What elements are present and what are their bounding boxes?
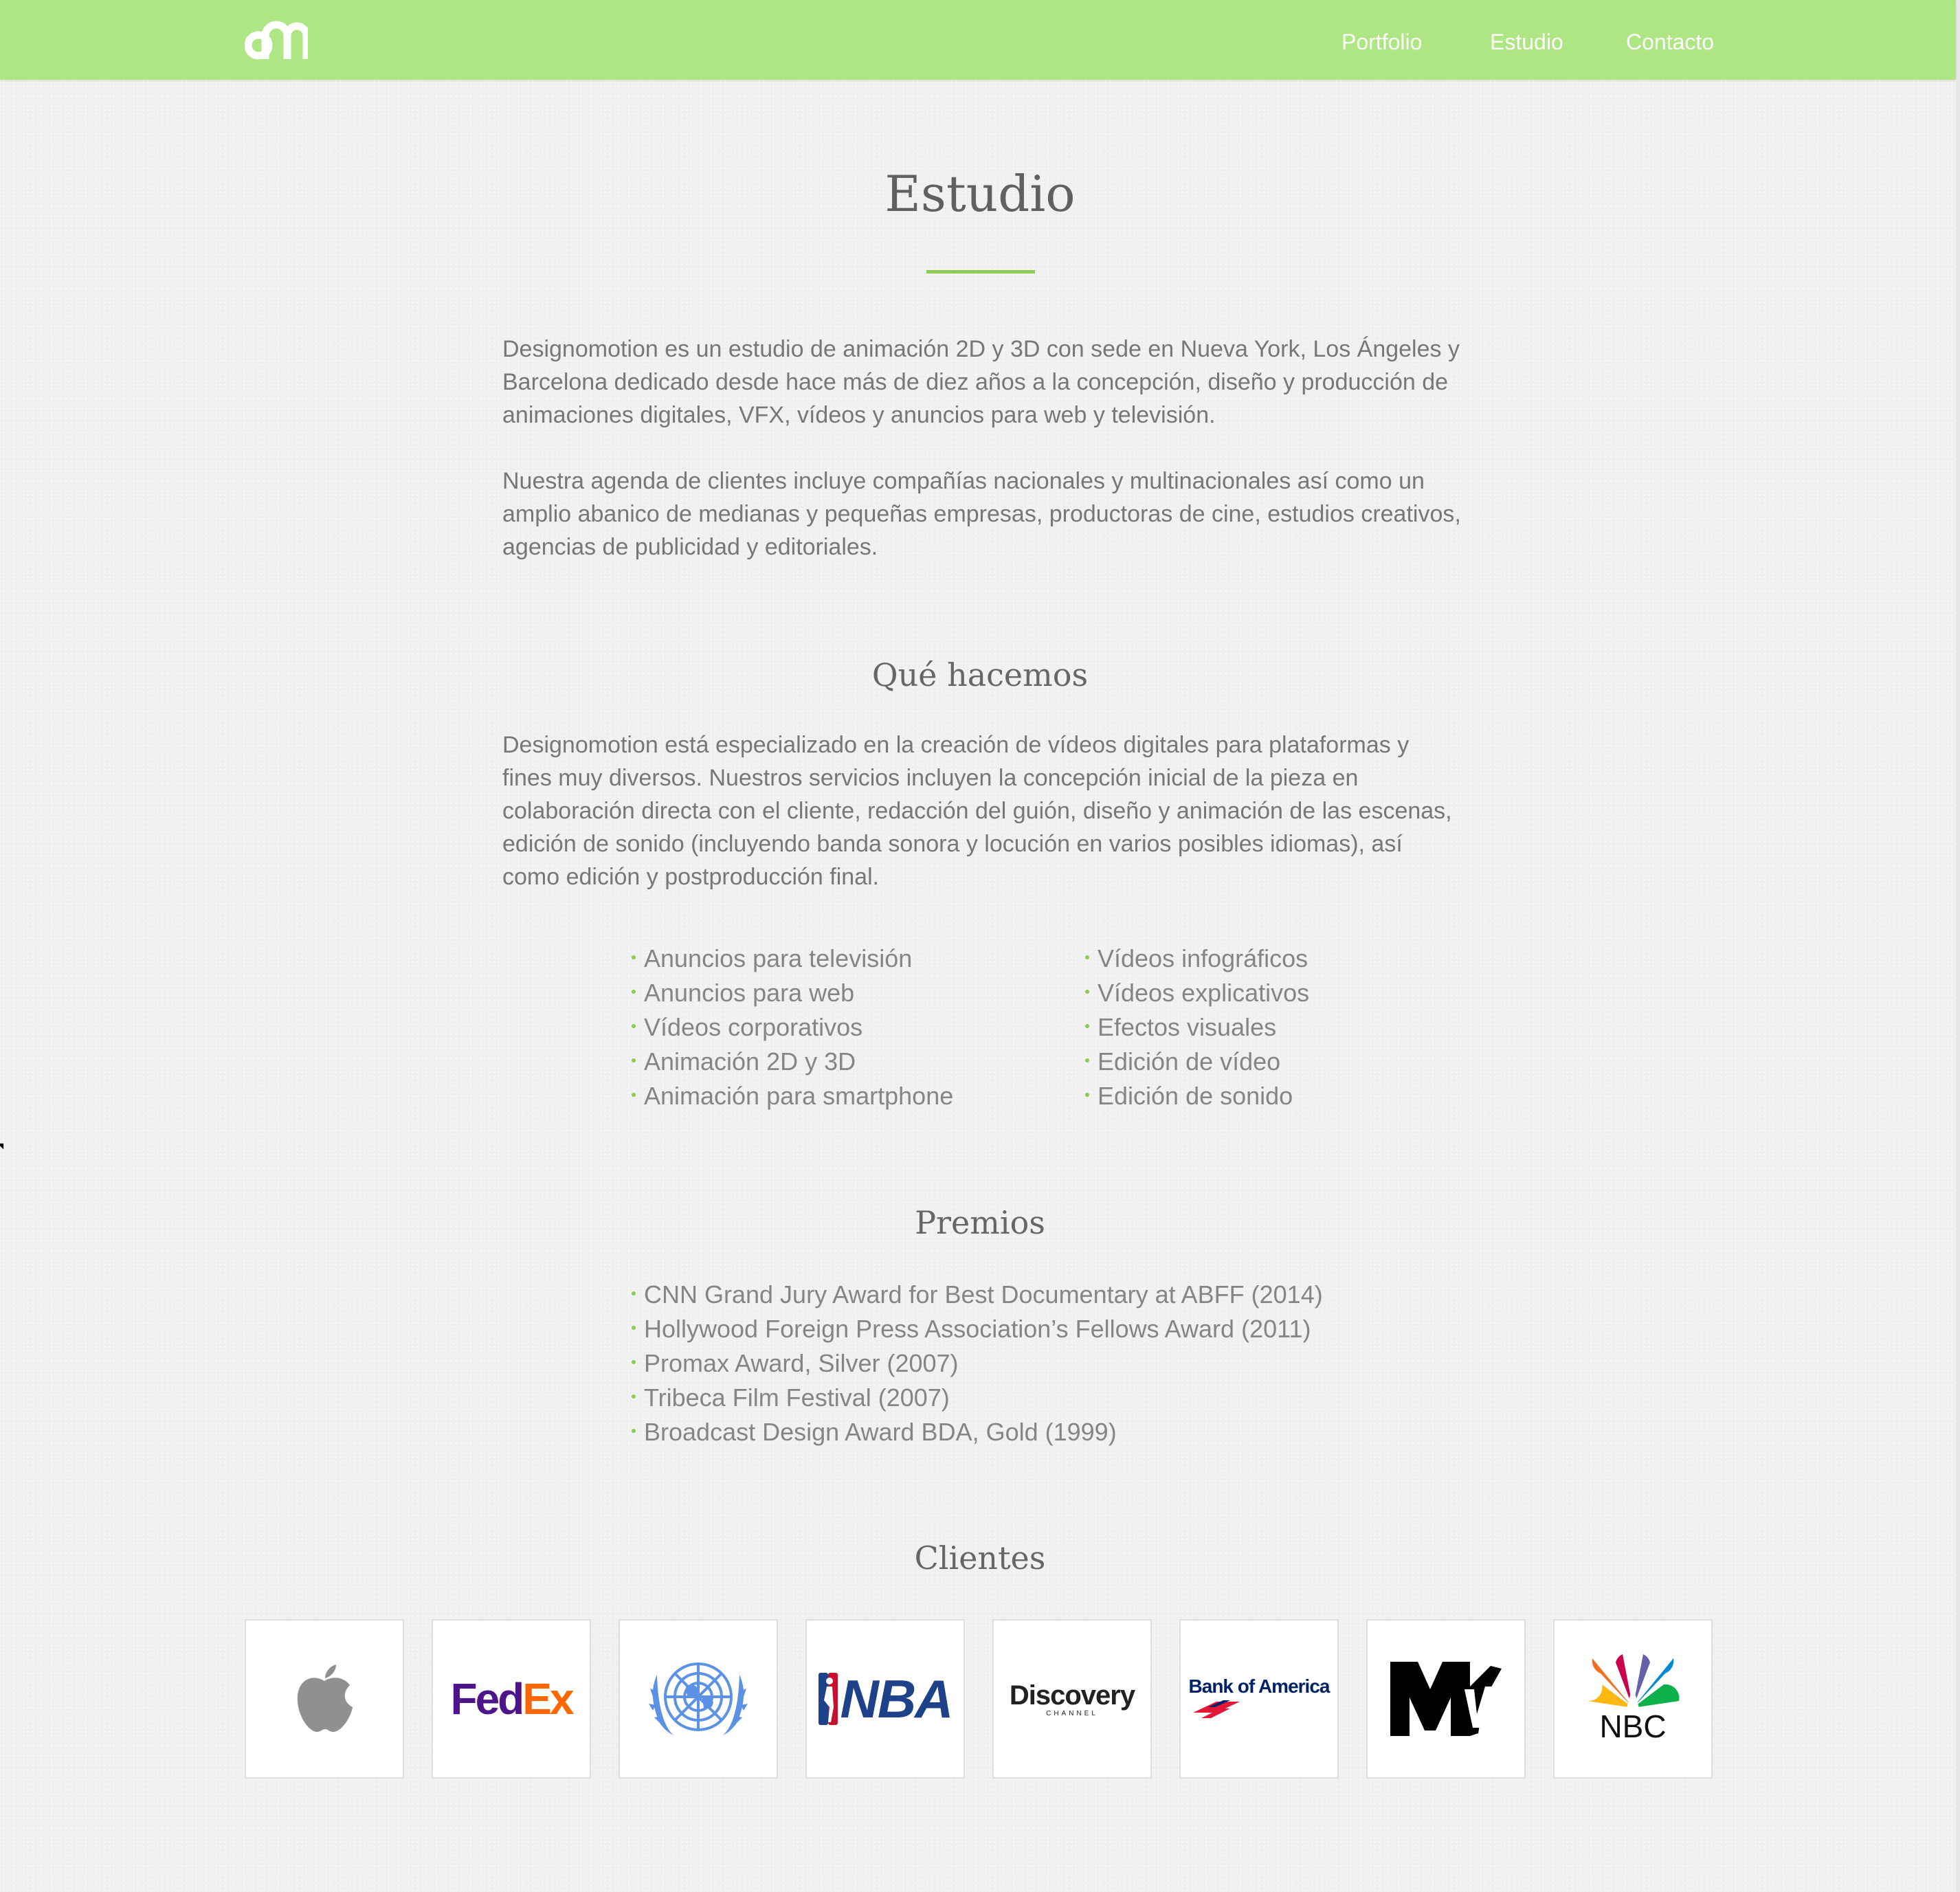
client-card-un[interactable] [619,1619,778,1779]
list-item: Edición de vídeo [1085,1045,1309,1079]
client-logos [245,1619,1715,1781]
designomotion-logo-icon[interactable] [245,18,308,60]
bank-flag-icon [1189,1698,1244,1722]
client-card-apple[interactable] [245,1619,404,1779]
mtv-logo-icon [1388,1659,1504,1739]
bullet-icon [632,1360,636,1364]
bullet-icon [1085,955,1089,959]
site-header [0,0,1956,80]
bullet-icon [1085,990,1089,994]
bullet-icon [632,990,636,994]
client-card-nbc[interactable] [1553,1619,1713,1779]
bullet-icon [632,1429,636,1433]
bullet-icon [632,1093,636,1097]
client-card-fedex[interactable] [432,1619,591,1779]
services-heading: Qué hacemos [871,656,1089,693]
client-card-discovery[interactable] [992,1619,1152,1779]
nba-logo-icon: NBA [818,1668,953,1730]
list-item: Hollywood Foreign Press Association’s Fellows Award (2011) [632,1312,1323,1346]
bullet-icon [1085,1024,1089,1028]
bullet-icon [1085,1093,1089,1097]
list-item: Edición de sonido [1085,1079,1309,1113]
list-item: CNN Grand Jury Award for Best Documentary at ABFF (2014) [632,1278,1323,1312]
nba-silhouette-icon [818,1673,838,1725]
scrollbar[interactable] [1956,0,1960,1892]
bank-of-america-logo-icon: Bank of America [1189,1676,1330,1722]
list-item: Promax Award, Silver (2007) [632,1346,1323,1381]
clients-heading: Clientes [914,1539,1046,1577]
list-item: Animación 2D y 3D [632,1045,953,1079]
list-item: Anuncios para televisión [632,942,953,976]
bullet-icon [1085,1058,1089,1062]
nbc-peacock-icon [1581,1653,1684,1711]
nav-contacto[interactable]: Contacto [1626,30,1715,54]
list-item: Animación para smartphone [632,1079,953,1113]
nav-estudio[interactable]: Estudio [1490,30,1563,54]
list-item: Anuncios para web [632,976,953,1010]
services-list-right [1085,942,1309,1113]
services-list-left [632,942,953,1113]
united-nations-logo-icon [636,1647,760,1750]
clients-paragraph: Nuestra agenda de clientes incluye compañías nacionales y multinacionales así como un amplio abanico de medianas y pequeñas empresas, productoras de cine, estudios creativos, agencias de publicidad y editoriales. [502,468,1461,560]
list-item: Broadcast Design Award BDA, Gold (1999) [632,1415,1323,1449]
bullet-icon [632,955,636,959]
page-title: Estudio [884,165,1076,223]
bullet-icon [632,1394,636,1399]
list-item: Vídeos explicativos [1085,976,1309,1010]
list-item: Vídeos infográficos [1085,942,1309,976]
client-card-nba[interactable] [805,1619,965,1779]
apple-logo-icon [287,1658,362,1740]
list-item: Efectos visuales [1085,1010,1309,1045]
nav-portfolio[interactable]: Portfolio [1341,30,1423,54]
bullet-icon [632,1024,636,1028]
bullet-icon [632,1058,636,1062]
list-item: Tribeca Film Festival (2007) [632,1381,1323,1415]
intro-paragraph: Designomotion es un estudio de animación 2D y 3D con sede en Nueva York, Los Ángeles y Barcelona dedicado desde hace más de diez años a la concepción, diseño y producción de animaciones digitales, VFX, vídeos y anuncios para web y televisión. [502,336,1460,428]
services-description: Designomotion está especializado en la creación de vídeos digitales para plataformas y fines muy diversos. Nuestros servicios incluyen la concepción inicial de la pieza en colaboración directa con el cliente, redacción del guión, diseño y animación de las escenas, edición de sonido (incluyendo banda sonora y locución en varios posibles idiomas), así como edición y postproducción final. [502,732,1452,890]
mouse-cursor-icon [0,1141,6,1150]
awards-heading: Premios [915,1204,1045,1241]
awards-list [632,1278,1323,1449]
nbc-logo-icon: NBC [1581,1653,1684,1745]
bullet-icon [632,1326,636,1330]
client-card-mtv[interactable] [1366,1619,1526,1779]
discovery-logo-icon: Discovery CHANNEL [1009,1680,1135,1717]
title-divider [926,270,1035,274]
list-item: Vídeos corporativos [632,1010,953,1045]
client-card-bank-of-america[interactable] [1179,1619,1339,1779]
bullet-icon [632,1291,636,1295]
fedex-logo-icon: FedEx [450,1674,572,1724]
